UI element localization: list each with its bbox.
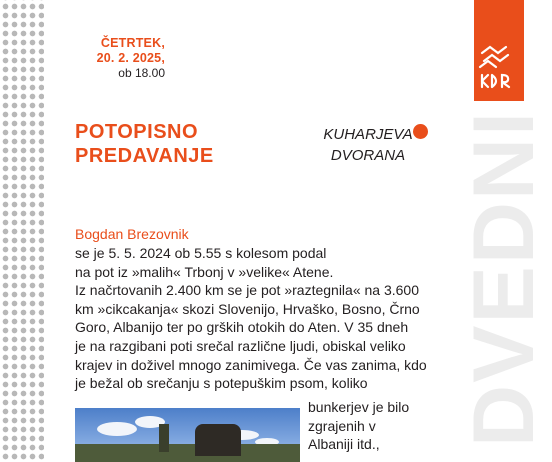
dotted-border-decoration bbox=[0, 0, 44, 462]
event-day: ČETRTEK, bbox=[100, 36, 165, 50]
orange-dot-icon bbox=[413, 124, 428, 139]
description-line: km »cikcakanja« skozi Slovenijo, Hrvaško, Bosno, Črno bbox=[75, 300, 420, 317]
description-text bbox=[75, 244, 427, 393]
vertical-decoration: DVEDNI bbox=[466, 0, 534, 462]
description-line: je bežal ob srečanju s potepuškim psom, koliko bbox=[75, 375, 368, 392]
description-line: zgrajenih v bbox=[308, 417, 376, 434]
description-line: se je 5. 5. 2024 ob 5.55 s kolesom podal bbox=[75, 245, 327, 261]
speaker-name: Bogdan Brezovnik bbox=[75, 226, 189, 242]
venue-line-1: KUHARJEVA bbox=[323, 126, 413, 143]
description-line: je na razgibani poti srečal različne ljudi, obiskal veliko bbox=[75, 337, 406, 354]
event-title bbox=[75, 120, 214, 168]
event-title-line-1: POTOPISNO bbox=[75, 121, 199, 143]
event-date: 20. 2. 2025, bbox=[96, 51, 165, 65]
event-title-line-2: PREDAVANJE bbox=[75, 145, 214, 167]
description-line: na pot iz »malih« Trbonj v »velike« Atene. bbox=[75, 263, 334, 280]
description-line: Goro, Albanijo ter po grških otokih do Aten. V 35 dneh bbox=[75, 319, 409, 336]
travel-photo bbox=[75, 408, 300, 462]
description-line: Albaniji itd., bbox=[308, 436, 380, 453]
venue-line-2: DVORANA bbox=[330, 147, 406, 164]
description-line: krajev in doživel mnogo zanimivega. Če vas zanima, kdo bbox=[75, 356, 427, 373]
event-venue bbox=[319, 124, 417, 166]
description-side-text bbox=[308, 398, 409, 454]
description-line: bunkerjev je bilo bbox=[308, 399, 410, 415]
event-time: ob 18.00 bbox=[118, 66, 165, 80]
library-logo-icon bbox=[478, 45, 512, 91]
description-line: Iz načrtovanih 2.400 km se je pot »raztegnila« na 3.600 bbox=[75, 282, 419, 299]
event-date-block bbox=[75, 36, 165, 81]
